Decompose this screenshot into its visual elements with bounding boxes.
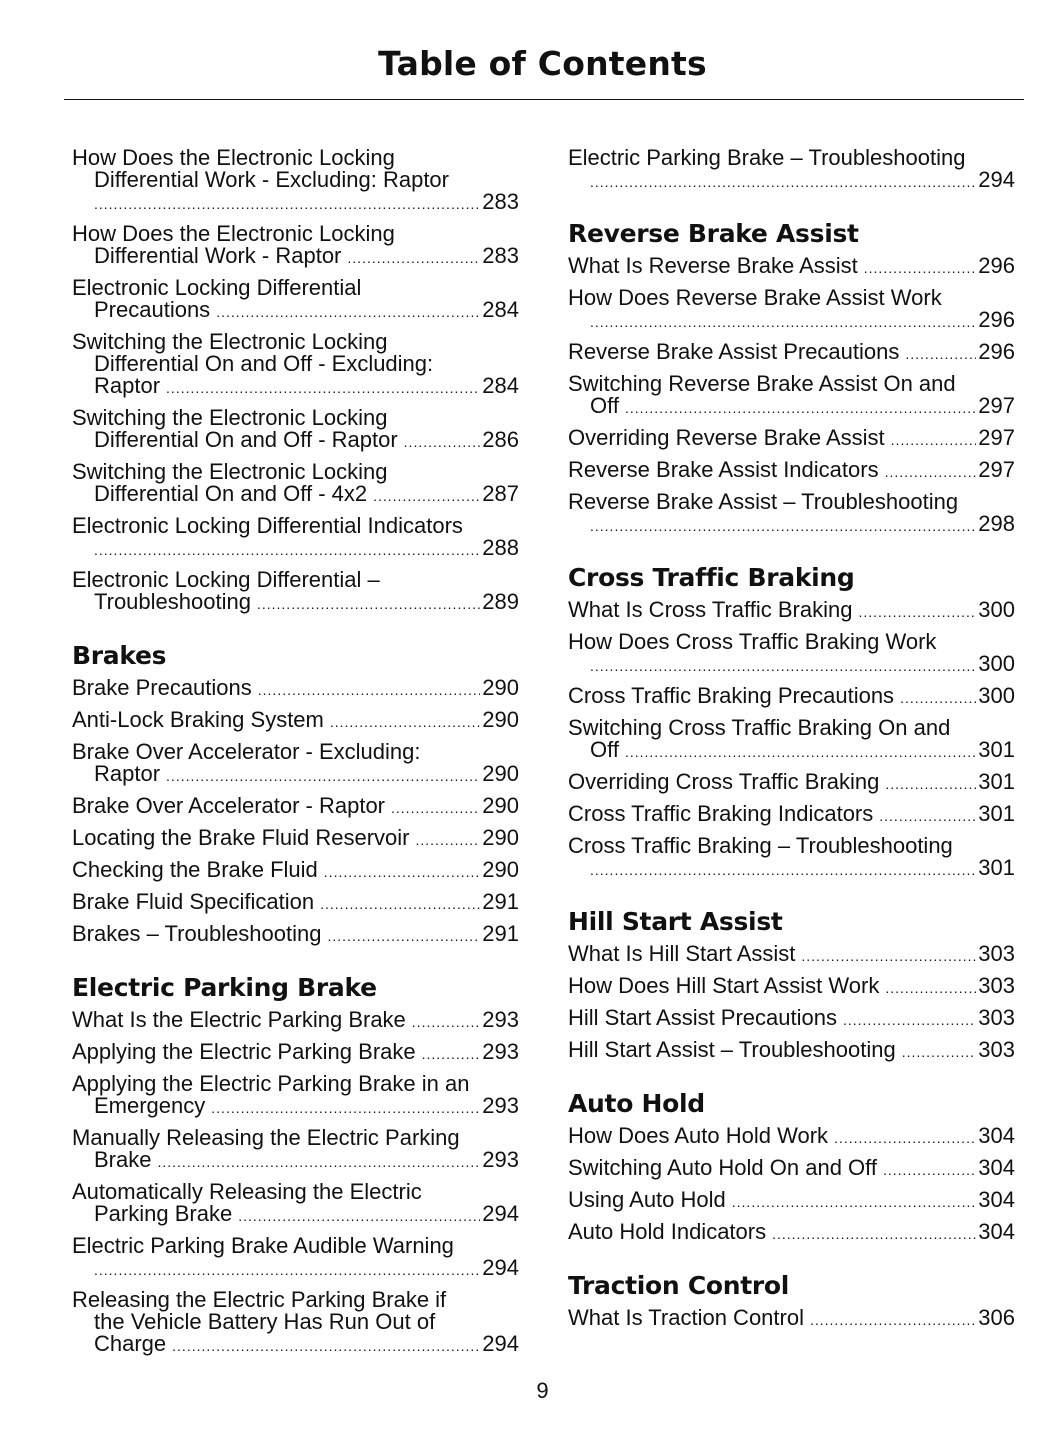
dot-leader [810, 1309, 976, 1331]
toc-entry[interactable] [568, 147, 1015, 193]
toc-page-number: 289 [482, 589, 519, 614]
toc-entry[interactable] [568, 459, 1015, 483]
dot-leader [590, 859, 976, 881]
toc-page-number: 287 [482, 481, 519, 506]
toc-entry[interactable] [568, 835, 1015, 881]
toc-page-number: 283 [482, 243, 519, 268]
toc-entry[interactable] [72, 827, 519, 851]
toc-entry[interactable] [568, 1007, 1015, 1031]
toc-entry-title-line: Cross Traffic Braking Precautions [568, 683, 895, 708]
toc-entry[interactable] [568, 685, 1015, 709]
toc-entry[interactable] [72, 569, 519, 615]
toc-page-number: 297 [978, 425, 1015, 450]
toc-entry[interactable] [568, 341, 1015, 365]
toc-entry[interactable] [568, 717, 1015, 763]
toc-entry[interactable] [72, 147, 519, 215]
toc-entry[interactable] [568, 599, 1015, 623]
toc-page-number: 284 [482, 297, 519, 322]
toc-entry[interactable] [568, 1157, 1015, 1181]
dot-leader [94, 193, 480, 215]
dot-leader [324, 861, 480, 883]
dot-leader [211, 1097, 480, 1119]
toc-page-number: 294 [482, 1255, 519, 1280]
toc-page-number: 290 [482, 761, 519, 786]
dot-leader [879, 805, 976, 827]
toc-entry-title-line: How Does Reverse Brake Assist Work [568, 285, 942, 310]
toc-entry-title-line: Brake Fluid Specification [72, 889, 315, 914]
toc-entry-title-line: Switching Reverse Brake Assist On and [568, 371, 956, 396]
toc-entry-title-line: Using Auto Hold [568, 1187, 726, 1212]
toc-entry-title-line: Auto Hold Indicators [568, 1219, 767, 1244]
toc-entry-title-line: Emergency [94, 1093, 206, 1118]
toc-entry-title-line: Brakes – Troubleshooting [72, 921, 322, 946]
toc-entry-title-line: What Is Traction Control [568, 1305, 804, 1330]
toc-entry[interactable] [568, 373, 1015, 419]
toc-entry-title-line: Locating the Brake Fluid Reservoir [72, 825, 410, 850]
title-divider [64, 99, 1024, 100]
section-heading: Electric Parking Brake [72, 973, 377, 1002]
toc-entry[interactable] [568, 1039, 1015, 1063]
dot-leader [590, 515, 976, 537]
dot-leader [590, 655, 976, 677]
toc-entry[interactable] [568, 771, 1015, 795]
section-heading: Auto Hold [568, 1089, 705, 1118]
toc-entry[interactable] [72, 859, 519, 883]
toc-entry-title-line: Electronic Locking Differential – [72, 567, 380, 592]
dot-leader [834, 1127, 976, 1149]
dot-leader [900, 687, 976, 709]
dot-leader [858, 601, 976, 623]
toc-entry-title-line: Releasing the Electric Parking Brake if [72, 1287, 447, 1312]
toc-entry-title-line: Switching Auto Hold On and Off [568, 1155, 877, 1180]
toc-page-number: 293 [482, 1007, 519, 1032]
dot-leader [216, 301, 480, 323]
toc-entry-title-line: Automatically Releasing the Electric [72, 1179, 422, 1204]
toc-entry-title-line: Charge [94, 1331, 167, 1356]
toc-entry[interactable] [72, 795, 519, 819]
toc-entry[interactable] [72, 741, 519, 787]
toc-entry-title-line: Cross Traffic Braking – Troubleshooting [568, 833, 953, 858]
dot-leader [391, 797, 480, 819]
dot-leader [732, 1191, 977, 1213]
dot-leader [864, 257, 977, 279]
toc-page-number: 291 [482, 889, 519, 914]
toc-entry-title-line: What Is Cross Traffic Braking [568, 597, 853, 622]
dot-leader [422, 1043, 481, 1065]
section-heading: Reverse Brake Assist [568, 219, 859, 248]
toc-entry-title-line: Applying the Electric Parking Brake [72, 1039, 416, 1064]
toc-entry[interactable] [72, 1181, 519, 1227]
dot-leader [625, 741, 976, 763]
toc-page-number: 294 [482, 1331, 519, 1356]
toc-entry-title-line: Manually Releasing the Electric Parking [72, 1125, 460, 1150]
toc-entry-title-line: Electric Parking Brake Audible Warning [72, 1233, 454, 1258]
toc-page-number: 290 [482, 857, 519, 882]
dot-leader [257, 593, 480, 615]
toc-entry[interactable] [72, 677, 519, 701]
toc-entry-title-line: Parking Brake [94, 1201, 233, 1226]
toc-entry[interactable] [72, 891, 519, 915]
toc-entry[interactable] [72, 331, 519, 399]
toc-entry-title-line: Troubleshooting [94, 589, 251, 614]
toc-entry-title-line: Reverse Brake Assist – Troubleshooting [568, 489, 959, 514]
dot-leader [172, 1335, 480, 1357]
toc-entry[interactable] [568, 287, 1015, 333]
toc-page-number: 296 [978, 339, 1015, 364]
toc-page-number: 290 [482, 793, 519, 818]
toc-entry[interactable] [568, 255, 1015, 279]
toc-entry[interactable] [72, 923, 519, 947]
toc-page-number: 296 [978, 307, 1015, 332]
dot-leader [94, 1259, 480, 1281]
toc-page-number: 304 [978, 1187, 1015, 1212]
dot-leader [885, 977, 976, 999]
toc-page-number: 293 [482, 1093, 519, 1118]
toc-entry[interactable] [568, 943, 1015, 967]
dot-leader [416, 829, 481, 851]
dot-leader [320, 893, 480, 915]
toc-entry-title-line: Overriding Reverse Brake Assist [568, 425, 885, 450]
section-heading: Traction Control [568, 1271, 790, 1300]
toc-entry-title-line: Switching the Electronic Locking [72, 459, 388, 484]
toc-entry[interactable] [568, 803, 1015, 827]
toc-entry-title-line: How Does the Electronic Locking [72, 221, 395, 246]
toc-page-number: 294 [978, 167, 1015, 192]
toc-entry-title-line: Precautions [94, 297, 211, 322]
toc-entry-title-line: Cross Traffic Braking Indicators [568, 801, 874, 826]
toc-entry-title-line: Switching the Electronic Locking [72, 329, 388, 354]
toc-entry-title-line: Off [590, 393, 619, 418]
toc-entry[interactable] [72, 277, 519, 323]
toc-page-number: 284 [482, 373, 519, 398]
dot-leader [883, 1159, 976, 1181]
toc-page-number: 283 [482, 189, 519, 214]
dot-leader [590, 311, 976, 333]
toc-entry[interactable] [568, 975, 1015, 999]
toc-entry[interactable] [72, 1009, 519, 1033]
dot-leader [238, 1205, 480, 1227]
toc-page-number: 300 [978, 597, 1015, 622]
dot-leader [404, 431, 481, 453]
toc-page-number: 300 [978, 651, 1015, 676]
toc-entry-title-line: Differential Work - Raptor [94, 243, 342, 268]
toc-entry-title-line: Differential On and Off - Raptor [94, 427, 398, 452]
toc-entry[interactable] [72, 1235, 519, 1281]
toc-page-number: 294 [482, 1201, 519, 1226]
toc-entry[interactable] [568, 427, 1015, 451]
toc-entry-title-line: Hill Start Assist – Troubleshooting [568, 1037, 896, 1062]
section-heading: Hill Start Assist [568, 907, 783, 936]
toc-page-number: 291 [482, 921, 519, 946]
toc-page-number: 303 [978, 1005, 1015, 1030]
toc-entry-title-line: Anti-Lock Braking System [72, 707, 324, 732]
dot-leader [328, 925, 481, 947]
dot-leader [94, 539, 480, 561]
toc-entry[interactable] [568, 1189, 1015, 1213]
toc-entry[interactable] [72, 1073, 519, 1119]
toc-entry-title-line: Brake [94, 1147, 152, 1172]
toc-page-number: 303 [978, 1037, 1015, 1062]
toc-entry-title-line: Off [590, 737, 619, 762]
toc-entry-title-line: How Does Auto Hold Work [568, 1123, 829, 1148]
toc-entry-title-line: What Is Hill Start Assist [568, 941, 796, 966]
toc-entry[interactable] [72, 461, 519, 507]
toc-page-number: 301 [978, 855, 1015, 880]
toc-page-number: 293 [482, 1039, 519, 1064]
toc-page-number: 301 [978, 801, 1015, 826]
toc-entry-title-line: the Vehicle Battery Has Run Out of [94, 1309, 436, 1334]
toc-left-column [72, 147, 519, 1365]
toc-entry[interactable] [72, 407, 519, 453]
toc-entry[interactable] [568, 1125, 1015, 1149]
toc-entry-title-line: Raptor [94, 373, 161, 398]
dot-leader [885, 773, 976, 795]
dot-leader [347, 247, 480, 269]
toc-page-number: 290 [482, 825, 519, 850]
toc-page-number: 297 [978, 393, 1015, 418]
toc-entry-title-line: Reverse Brake Assist Precautions [568, 339, 900, 364]
dot-leader [843, 1009, 976, 1031]
dot-leader [590, 171, 976, 193]
toc-entry-title-line: Switching the Electronic Locking [72, 405, 388, 430]
page-title: Table of Contents [378, 44, 707, 83]
section-heading: Cross Traffic Braking [568, 563, 855, 592]
dot-leader [902, 1041, 977, 1063]
toc-entry-title-line: Brake Precautions [72, 675, 252, 700]
toc-page-number: 303 [978, 941, 1015, 966]
dot-leader [772, 1223, 976, 1245]
toc-entry[interactable] [72, 223, 519, 269]
toc-page-number: 304 [978, 1155, 1015, 1180]
toc-entry-title-line: Raptor [94, 761, 161, 786]
section-heading: Brakes [72, 641, 167, 670]
dot-leader [885, 461, 977, 483]
toc-page-number: 290 [482, 707, 519, 732]
dot-leader [625, 397, 976, 419]
toc-entry-title-line: Electric Parking Brake – Troubleshooting [568, 145, 966, 170]
toc-page-number: 304 [978, 1219, 1015, 1244]
dot-leader [891, 429, 977, 451]
toc-entry[interactable] [72, 1127, 519, 1173]
toc-entry-title-line: How Does the Electronic Locking [72, 145, 395, 170]
toc-page-number: 298 [978, 511, 1015, 536]
toc-page-number: 303 [978, 973, 1015, 998]
toc-entry-title-line: Electronic Locking Differential [72, 275, 362, 300]
dot-leader [166, 765, 480, 787]
toc-right-column [568, 147, 1015, 1339]
toc-page-number: 288 [482, 535, 519, 560]
page-number: 9 [536, 1378, 549, 1403]
toc-entry-title-line: Hill Start Assist Precautions [568, 1005, 837, 1030]
dot-leader [330, 711, 480, 733]
toc-page-number: 293 [482, 1147, 519, 1172]
toc-page-number: 296 [978, 253, 1015, 278]
toc-page-number: 297 [978, 457, 1015, 482]
toc-entry[interactable] [568, 1307, 1015, 1331]
dot-leader [801, 945, 976, 967]
dot-leader [258, 679, 481, 701]
toc-entry[interactable] [568, 1221, 1015, 1245]
toc-page-number: 286 [482, 427, 519, 452]
toc-entry-title-line: What Is the Electric Parking Brake [72, 1007, 406, 1032]
toc-entry-title-line: Reverse Brake Assist Indicators [568, 457, 879, 482]
dot-leader [166, 377, 480, 399]
toc-entry[interactable] [72, 709, 519, 733]
dot-leader [905, 343, 976, 365]
toc-entry[interactable] [568, 631, 1015, 677]
toc-entry-title-line: Differential On and Off - 4x2 [94, 481, 368, 506]
toc-page-number: 301 [978, 737, 1015, 762]
toc-entry-title-line: Switching Cross Traffic Braking On and [568, 715, 951, 740]
toc-entry-title-line: Differential On and Off - Excluding: [94, 351, 434, 376]
toc-page-number: 290 [482, 675, 519, 700]
toc-entry[interactable] [72, 1041, 519, 1065]
toc-entry-title-line: What Is Reverse Brake Assist [568, 253, 858, 278]
toc-entry[interactable] [72, 515, 519, 561]
dot-leader [157, 1151, 480, 1173]
dot-leader [373, 485, 480, 507]
toc-page-number: 304 [978, 1123, 1015, 1148]
toc-page-number: 301 [978, 769, 1015, 794]
toc-entry[interactable] [72, 1289, 519, 1357]
toc-page-number: 300 [978, 683, 1015, 708]
toc-entry-title-line: Brake Over Accelerator - Excluding: [72, 739, 421, 764]
toc-entry-title-line: Brake Over Accelerator - Raptor [72, 793, 386, 818]
toc-entry-title-line: How Does Hill Start Assist Work [568, 973, 880, 998]
toc-entry-title-line: Differential Work - Excluding: Raptor [94, 167, 449, 192]
toc-page-number: 306 [978, 1305, 1015, 1330]
dot-leader [412, 1011, 480, 1033]
toc-entry[interactable] [568, 491, 1015, 537]
toc-entry-title-line: Overriding Cross Traffic Braking [568, 769, 880, 794]
toc-entry-title-line: Checking the Brake Fluid [72, 857, 318, 882]
toc-entry-title-line: Electronic Locking Differential Indicators [72, 513, 463, 538]
toc-entry-title-line: How Does Cross Traffic Braking Work [568, 629, 937, 654]
toc-entry-title-line: Applying the Electric Parking Brake in an [72, 1071, 470, 1096]
